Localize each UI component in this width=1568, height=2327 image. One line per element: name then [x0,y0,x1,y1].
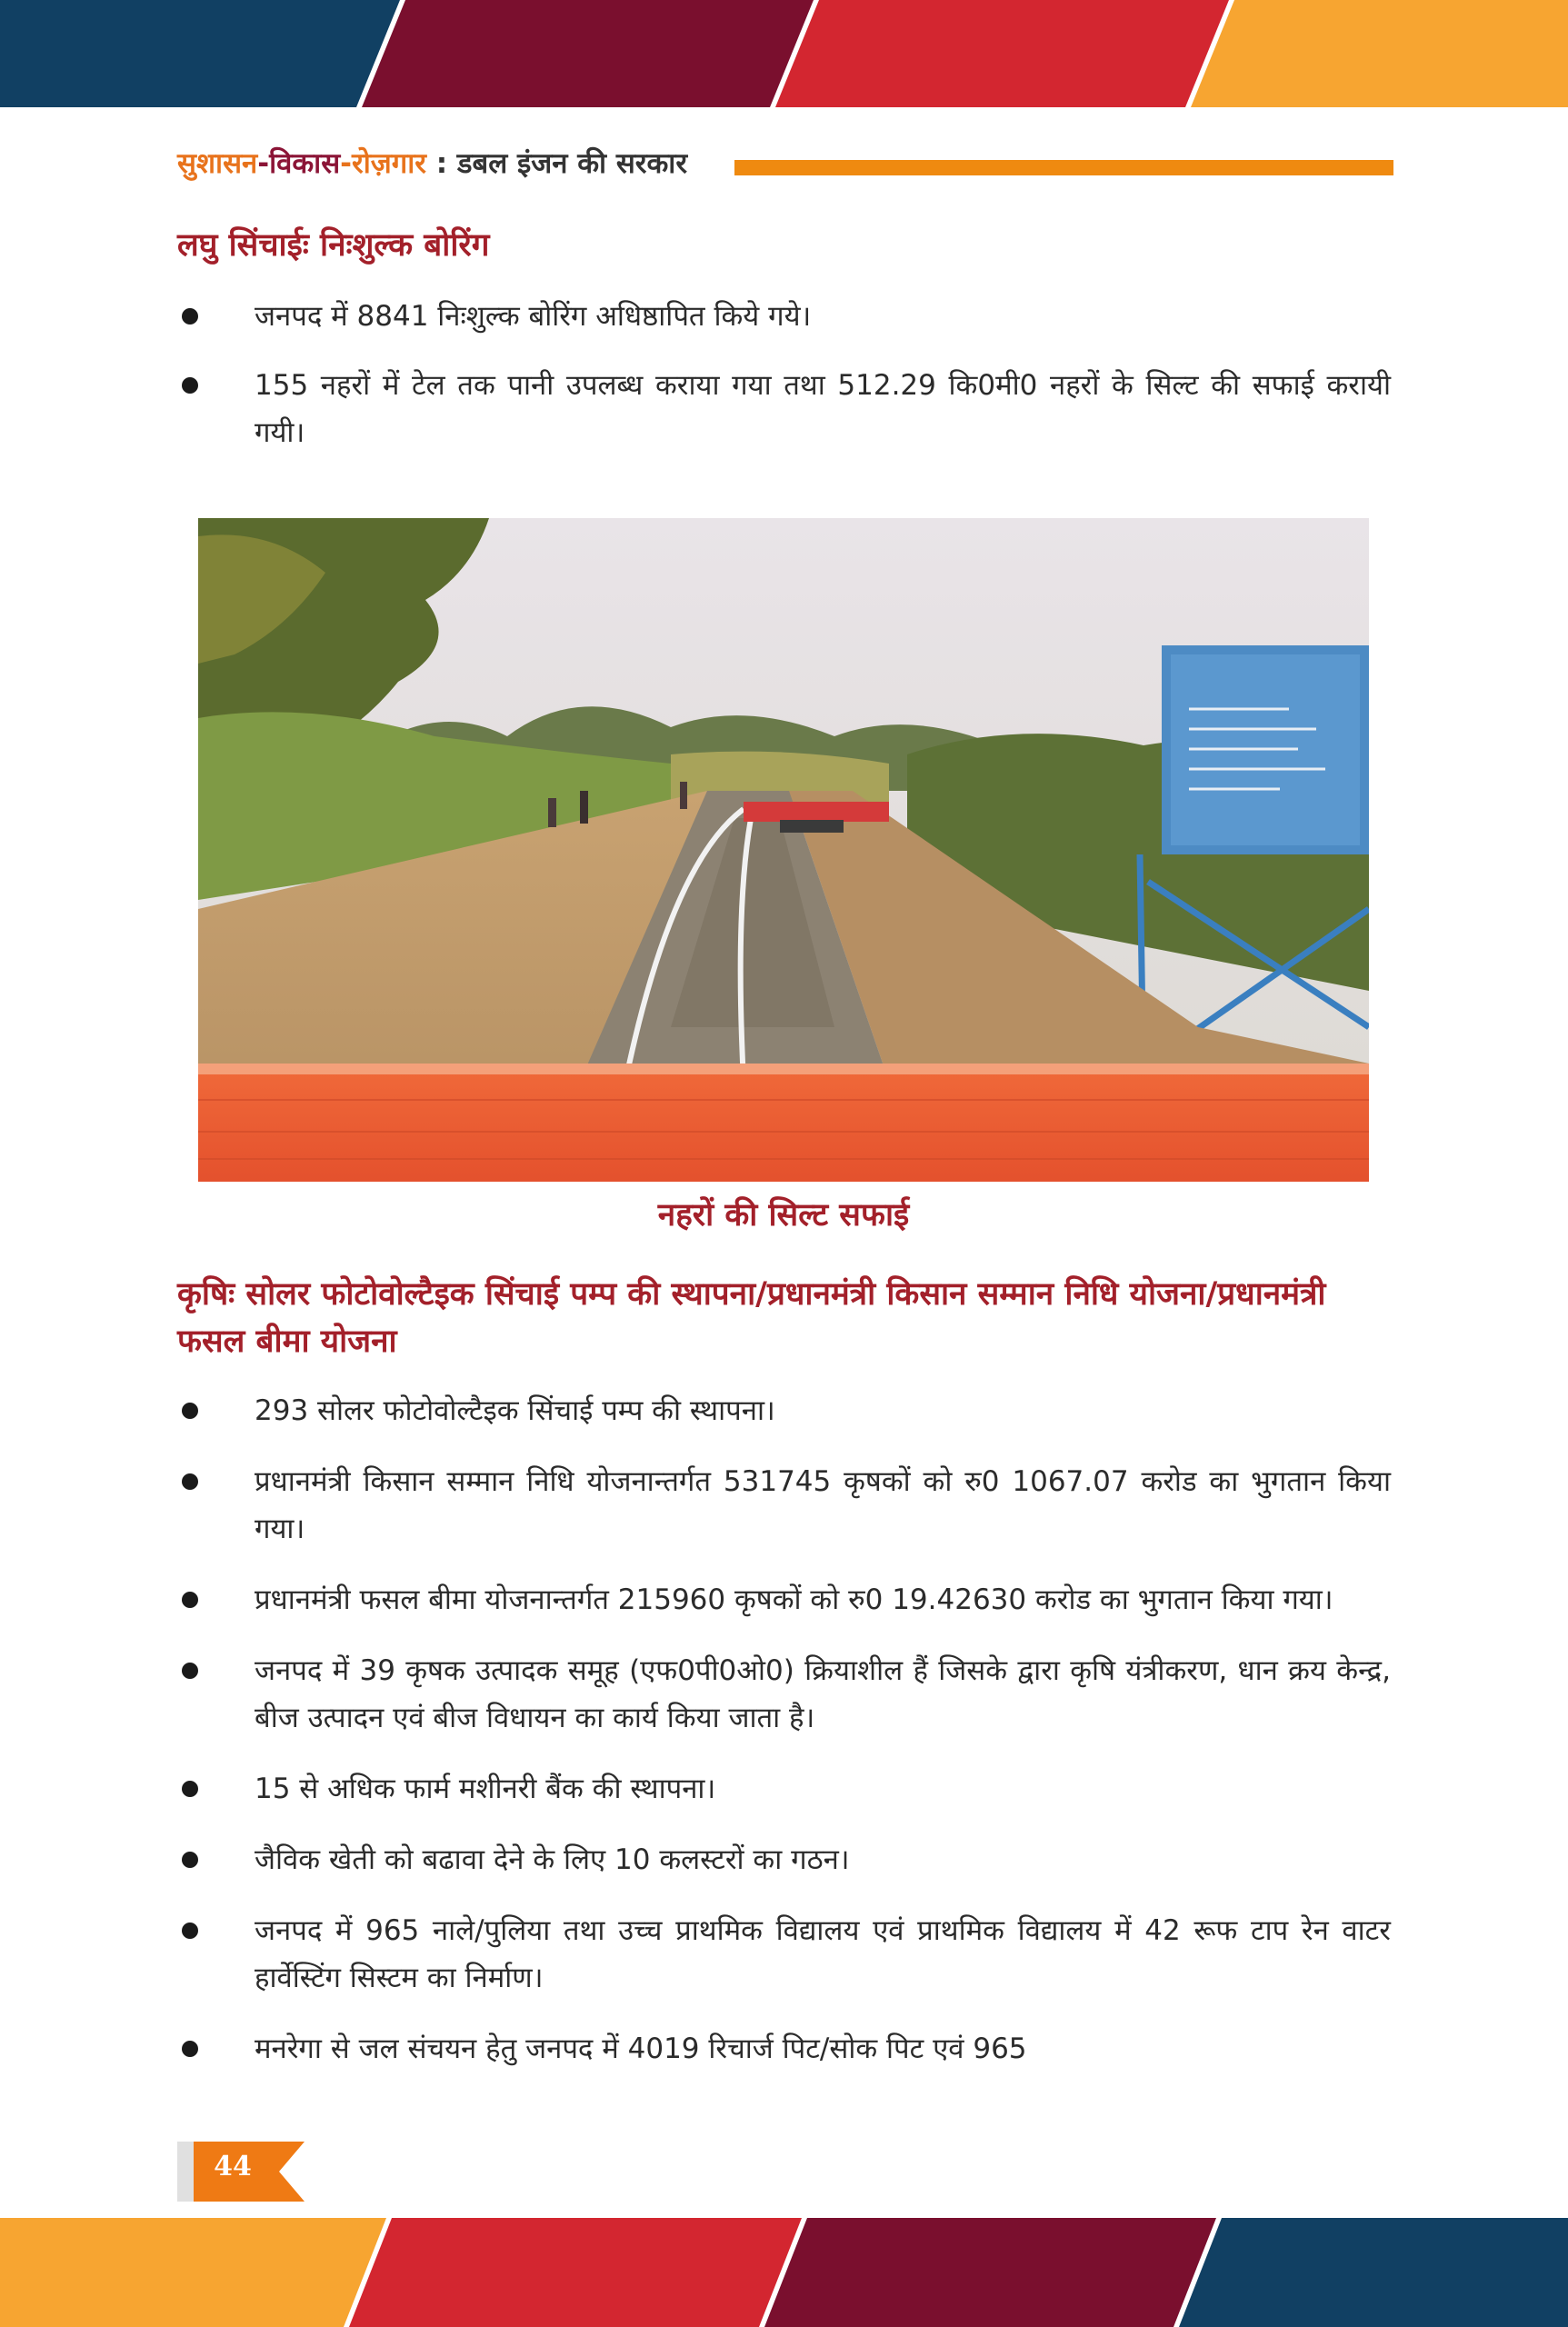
header-title-part-2: -विकास [257,147,341,180]
list-item: जैविक खेती को बढावा देने के लिए 10 कलस्टरों का गठन। [177,1836,1391,1883]
header-title-part-1: सुशासन [177,147,258,180]
list-item: प्रधानमंत्री फसल बीमा योजनान्तर्गत 215960 कृषकों को रु0 19.42630 करोड का भुगतान किया गया। [177,1576,1391,1623]
list-item: जनपद में 8841 निःशुल्क बोरिंग अधिष्ठापित किये गये। [177,293,1391,340]
section-heading-agriculture: कृषिः सोलर फोटोवोल्टैइक सिंचाई पम्प की स्थापना/प्रधानमंत्री किसान सम्मान निधि योजना/प्रधानमंत्री फसल बीमा योजना [177,1275,1326,1360]
agriculture-bullet-list [177,1387,1391,2096]
photo-caption: नहरों की सिल्ट सफाई [657,1196,910,1233]
list-item: 155 नहरों में टेल तक पानी उपलब्ध कराया गया तथा 512.29 कि0मी0 नहरों के सिल्ट की सफाई करायी गयी। [177,362,1391,456]
header-title [177,144,687,182]
header-rule [734,160,1393,175]
list-item: 15 से अधिक फार्म मशीनरी बैंक की स्थापना। [177,1765,1391,1813]
list-item: 293 सोलर फोटोवोल्टैइक सिंचाई पम्प की स्थापना। [177,1387,1391,1434]
list-item: जनपद में 39 कृषक उत्पादक समूह (एफ0पी0ओ0) क्रियाशील हैं जिसके द्वारा कृषि यंत्रीकरण, धान क्रय केन्द्र, बीज उत्पादन एवं बीज विधायन का कार्य किया जाता है। [177,1647,1391,1742]
section-heading-irrigation: लघु सिंचाईः निःशुल्क बोरिंग [177,226,490,264]
header-title-part-4: : डबल इंजन की सरकार [425,147,688,180]
top-color-band [0,0,1568,107]
bottom-color-band [0,2218,1568,2327]
canal-silt-cleaning-photo [198,518,1369,1182]
page-number: 44 [214,2151,252,2182]
list-item: मनरेगा से जल संचयन हेतु जनपद में 4019 रिचार्ज पिट/सोक पिट एवं 965 [177,2025,1391,2072]
list-item: प्रधानमंत्री किसान सम्मान निधि योजनान्तर्गत 531745 कृषकों को रु0 1067.07 करोड का भुगतान किया गया। [177,1458,1391,1553]
irrigation-bullet-list [177,293,1391,478]
header-title-part-3: -रोज़गार [340,147,426,180]
list-item: जनपद में 965 नाले/पुलिया तथा उच्च प्राथमिक विद्यालय एवं प्राथमिक विद्यालय में 42 रूफ टाप रेन वाटर हार्वेस्टिंग सिस्टम का निर्माण। [177,1907,1391,2002]
